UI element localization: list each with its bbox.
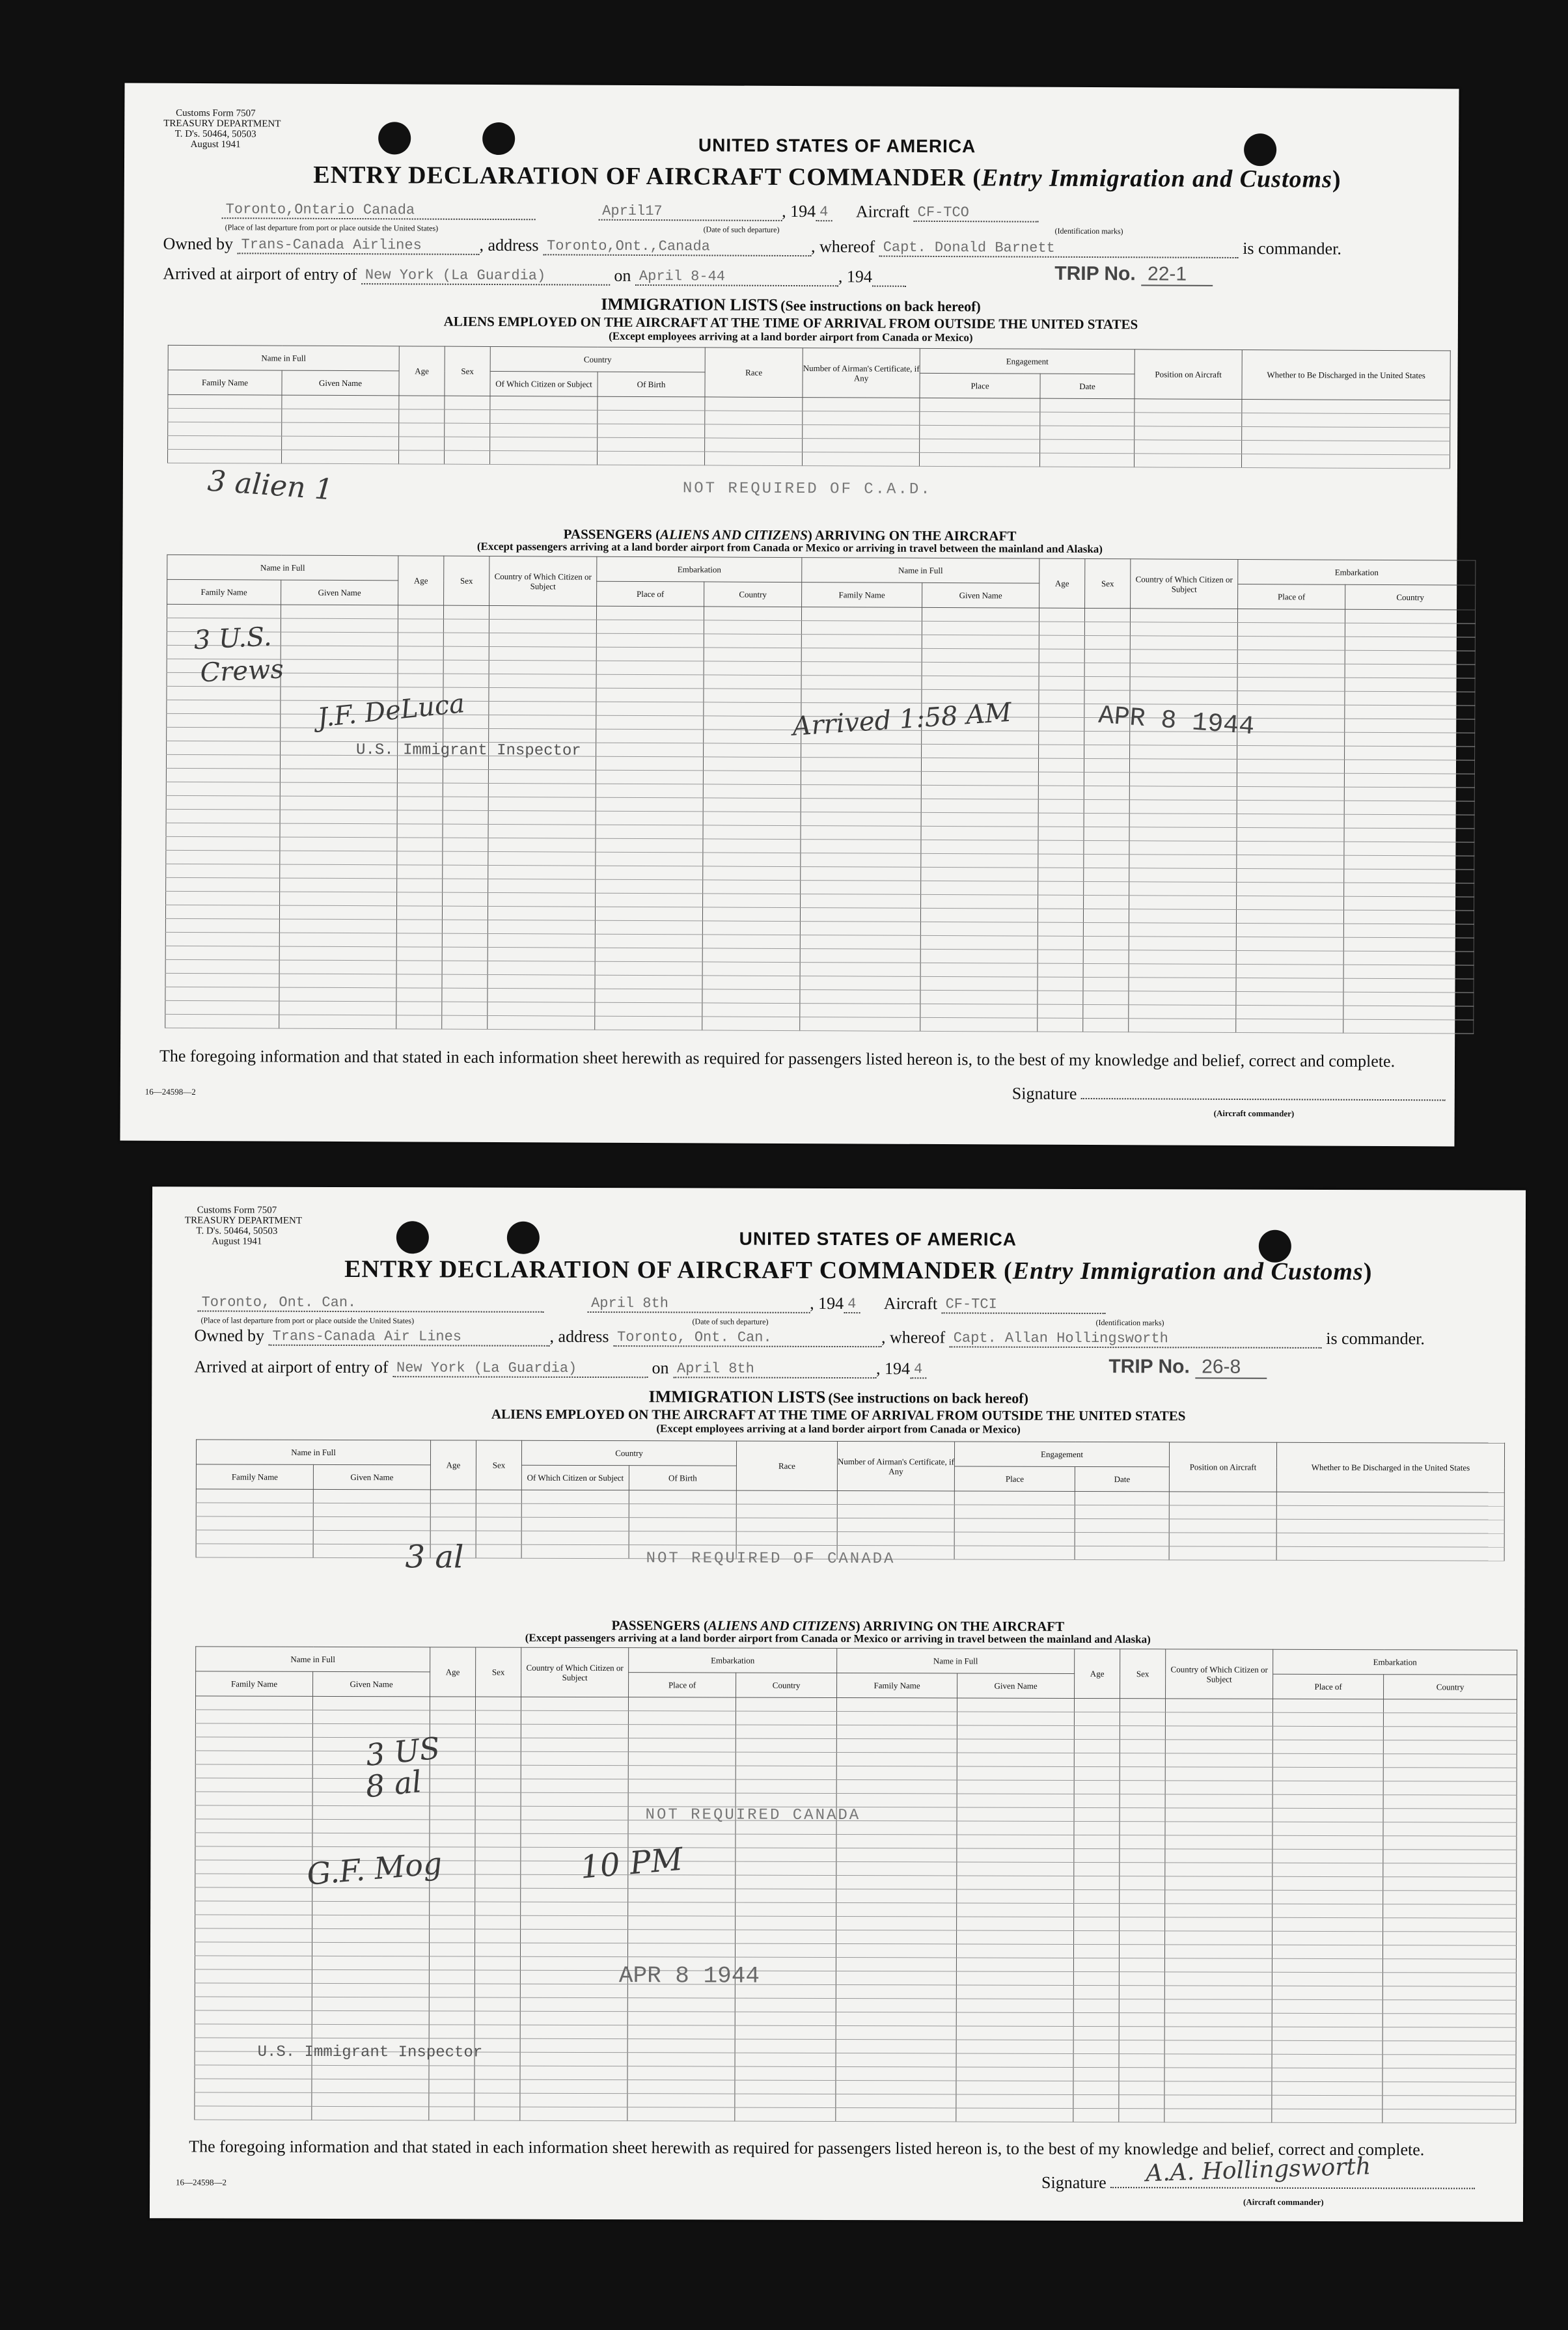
owner-field: Trans-Canada Air Lines [269, 1328, 550, 1347]
form-title: ENTRY DECLARATION OF AIRCRAFT COMMANDER (Entry Immigration and Customs) [313, 161, 1341, 193]
col-country-of-2: Country of Which Citizen or Subject [1166, 1649, 1273, 1699]
aliens-not-required-stamp: NOT REQUIRED OF C.A.D. [682, 480, 932, 499]
owner-line: Owned by Trans-Canada Air Lines , address Toronto, Ont. Can. , whereof Capt. Allan Hollingsworth is commander. [194, 1326, 1425, 1349]
aliens-table [167, 345, 1451, 469]
col-position: Position on Aircraft [1169, 1442, 1276, 1492]
treasury-decisions: T. D's. 50464, 50503 [196, 1226, 278, 1237]
departure-place-caption: (Place of last departure from port or place outside the United States) [200, 1315, 415, 1326]
col-discharged: Whether to Be Discharged in the United States [1276, 1442, 1504, 1492]
col-date: Date [1040, 374, 1135, 399]
departure-place-caption: (Place of last departure from port or place outside the United States) [225, 223, 439, 233]
aircraft-marks-field: CF-TCI [942, 1296, 1106, 1314]
col-country: Country [521, 1440, 736, 1466]
year-field-2: 4 [910, 1361, 926, 1378]
col-age: Age [399, 346, 445, 396]
col-certificate: Number of Airman's Certificate, if Any [803, 348, 920, 398]
passengers-table [165, 555, 1476, 1034]
col-embarkation-2: Embarkation [1273, 1649, 1517, 1675]
form-code: 16—24598—2 [144, 1086, 196, 1097]
date-stamp: APR 8 1944 [618, 1962, 760, 1990]
year-field: 4 [844, 1296, 860, 1313]
commander-field: Capt. Donald Barnett [879, 240, 1239, 258]
passenger-rows [165, 604, 1476, 1034]
passengers-note: (Except passengers arriving at a land border airport from Canada or Mexico or arriving in travel between the mainland and Alaska) [476, 540, 1103, 556]
passengers-note: (Except passengers arriving at a land border airport from Canada or Mexico or arriving in travel between the mainland and Alaska) [525, 1631, 1151, 1646]
year-field: 4 [816, 204, 832, 221]
col-place: Place [954, 1466, 1075, 1491]
passenger-row [195, 2106, 1516, 2123]
col-engagement: Engagement [920, 348, 1135, 374]
departure-date-field: April17 [598, 203, 782, 221]
col-engagement: Engagement [954, 1442, 1169, 1467]
col-race: Race [705, 348, 803, 398]
aliens-heading: ALIENS EMPLOYED ON THE AIRCRAFT AT THE TIME OF ARRIVAL FROM OUTSIDE THE UNITED STATES [443, 313, 1138, 333]
col-age-2: Age [1039, 558, 1085, 608]
arrival-line: Arrived at airport of entry of New York (La Guardia) on April 8-44 , 194 [163, 264, 906, 287]
col-sex: Sex [445, 346, 490, 396]
col-family-name: Family Name [168, 370, 282, 395]
col-name-in-full: Name in Full [196, 1440, 430, 1465]
form-code: 16—24598—2 [176, 2177, 227, 2187]
identification-caption: (Identification marks) [1054, 226, 1123, 236]
arrival-airport-field: New York (La Guardia) [392, 1360, 648, 1378]
col-age-2: Age [1075, 1649, 1120, 1698]
inspector-stamp: U.S. Immigrant Inspector [356, 741, 581, 760]
col-age: Age [430, 1440, 476, 1490]
immigration-lists-heading: IMMIGRATION LISTS (See instructions on back hereof) [648, 1387, 1028, 1406]
col-embarkation: Embarkation [597, 556, 802, 582]
col-name-in-full: Name in Full [196, 1647, 430, 1672]
form-title: ENTRY DECLARATION OF AIRCRAFT COMMANDER (Entry Immigration and Customs) [344, 1255, 1373, 1286]
arrival-time-handwritten: 10 PM [579, 1841, 685, 1886]
date-stamp: APR 8 1944 [1097, 701, 1256, 743]
col-of-birth: Of Birth [629, 1466, 736, 1490]
col-family-name: Family Name [196, 1671, 313, 1696]
arrival-date-field: April 8-44 [635, 268, 838, 286]
col-age: Age [430, 1647, 476, 1697]
entry-declaration-form-2 [150, 1186, 1526, 2222]
col-country-of: Country of Which Citizen or Subject [521, 1647, 629, 1697]
col-embarkation: Embarkation [629, 1648, 837, 1673]
col-age: Age [398, 556, 444, 605]
inspector-signature: J.F. DeLuca [316, 689, 467, 733]
col-given-name: Given Name [313, 1671, 430, 1696]
col-given-name-2: Given Name [957, 1673, 1075, 1698]
col-given-name-2: Given Name [922, 582, 1039, 608]
address-field: Toronto,Ont.,Canada [543, 238, 811, 256]
departure-date-field: April 8th [587, 1295, 810, 1313]
certification-text: The foregoing information and that stated in each information sheet herewith as required for passengers listed hereon is, to the best of my knowledge and belief, correct and complete. [159, 1046, 1396, 1071]
col-place: Place [920, 373, 1040, 398]
department: TREASURY DEPARTMENT [163, 118, 281, 130]
col-sex-2: Sex [1120, 1649, 1166, 1699]
passengers-not-required-stamp: NOT REQUIRED CANADA [645, 1806, 861, 1825]
col-country: Country [736, 1673, 837, 1697]
col-sex-2: Sex [1085, 558, 1131, 608]
departure-date-caption: (Date of such departure) [692, 1317, 769, 1326]
col-given-name: Given Name [282, 370, 399, 396]
trip-number: TRIP No. 22-1 [1054, 263, 1213, 286]
col-name-in-full-2: Name in Full [837, 1648, 1075, 1673]
aliens-note: (Except employees arriving at a land border airport from Canada or Mexico) [656, 1422, 1021, 1436]
departure-line: Toronto, Ont. Can. April 8th , 194 4 Aircraft CF-TCI [198, 1292, 1106, 1314]
certification-text: The foregoing information and that stated in each information sheet herewith as required for passengers listed hereon is, to the best of my knowledge and belief, correct and complete. [189, 2137, 1425, 2159]
col-name-in-full-2: Name in Full [802, 558, 1039, 584]
customs-form-number: Customs Form 7507 [176, 107, 256, 119]
departure-place-field: Toronto, Ont. Can. [198, 1294, 544, 1312]
col-citizen-of: Of Which Citizen or Subject [521, 1465, 629, 1490]
col-country: Country [704, 582, 802, 607]
departure-line: Toronto,Ontario Canada April17 , 194 4 Aircraft CF-TCO [222, 199, 1039, 222]
signature-caption: (Aircraft commander) [1213, 1108, 1295, 1119]
aircraft-label: Aircraft [855, 202, 910, 221]
aircraft-marks-field: CF-TCO [914, 204, 1039, 223]
signature-line: Signature [1012, 1084, 1446, 1105]
owner-field: Trans-Canada Airlines [238, 236, 480, 255]
col-position: Position on Aircraft [1135, 350, 1242, 400]
col-family-name-2: Family Name [837, 1673, 957, 1697]
passengers-handwritten-crews: Crews [199, 654, 284, 689]
commander-signature: A.A. Hollingsworth [1145, 2153, 1371, 2187]
address-field: Toronto, Ont. Can. [613, 1329, 881, 1347]
passengers-handwritten-aliens: 8 al [364, 1763, 424, 1805]
identification-caption: (Identification marks) [1095, 1318, 1164, 1328]
customs-form-number: Customs Form 7507 [197, 1205, 277, 1216]
aliens-not-required-stamp: NOT REQUIRED OF CANADA [646, 1550, 896, 1569]
col-discharged: Whether to Be Discharged in the United States [1242, 350, 1450, 400]
col-country-2: Country [1384, 1675, 1517, 1700]
arrival-airport-field: New York (La Guardia) [361, 267, 610, 286]
signature-caption: (Aircraft commander) [1243, 2197, 1324, 2207]
col-sex: Sex [444, 556, 489, 605]
inspector-signature: G.F. Mog [305, 1845, 444, 1892]
signature-line: Signature [1041, 2173, 1475, 2194]
col-given-name: Given Name [281, 580, 398, 605]
col-country-2: Country [1345, 584, 1476, 610]
col-country: Country [490, 346, 705, 372]
col-place-of-2: Place of [1273, 1674, 1384, 1699]
col-family-name: Family Name [167, 579, 281, 605]
inspector-stamp: U.S. Immigrant Inspector [257, 2043, 483, 2062]
commander-field: Capt. Allan Hollingsworth [950, 1330, 1322, 1348]
col-place-of-2: Place of [1238, 584, 1345, 610]
trip-number: TRIP No. 26-8 [1108, 1356, 1267, 1378]
col-name-in-full: Name in Full [168, 345, 399, 371]
department: TREASURY DEPARTMENT [184, 1215, 303, 1226]
passengers-handwritten-count: 3 US [364, 1730, 442, 1773]
form-date: August 1941 [212, 1236, 262, 1247]
col-certificate: Number of Airman's Certificate, if Any [837, 1441, 954, 1490]
owner-line: Owned by Trans-Canada Airlines , address Toronto,Ont.,Canada , whereof Capt. Donald Barnett is commander. [163, 234, 1341, 258]
col-family-name-2: Family Name [802, 582, 922, 608]
aliens-handwritten-note: 3 alien 1 [206, 464, 335, 507]
col-name-in-full: Name in Full [167, 555, 398, 581]
aliens-table [196, 1439, 1506, 1561]
col-embarkation-2: Embarkation [1238, 560, 1476, 586]
col-citizen-of: Of Which Citizen or Subject [490, 371, 598, 396]
col-family-name: Family Name [196, 1464, 313, 1489]
col-given-name: Given Name [313, 1464, 430, 1489]
country-heading: UNITED STATES OF AMERICA [739, 1228, 1017, 1250]
col-place-of: Place of [629, 1673, 736, 1697]
aliens-handwritten-note: 3 al [405, 1539, 464, 1576]
aliens-note: (Except employees arriving at a land border airport from Canada or Mexico) [609, 329, 973, 344]
country-heading: UNITED STATES OF AMERICA [698, 135, 976, 157]
arrival-time-handwritten: Arrived 1:58 AM [791, 697, 1013, 742]
aircraft-label: Aircraft [883, 1294, 938, 1313]
col-place-of: Place of [597, 581, 704, 607]
arrival-date-field: April 8th [673, 1360, 876, 1378]
passengers-handwritten-count: 3 U.S. [193, 622, 273, 656]
treasury-decisions: T. D's. 50464, 50503 [174, 128, 256, 140]
col-country-of: Country of Which Citizen or Subject [489, 556, 597, 606]
arrival-line: Arrived at airport of entry of New York (La Guardia) on April 8th , 194 4 [194, 1357, 926, 1378]
col-country-of-2: Country of Which Citizen or Subject [1131, 559, 1238, 609]
col-of-birth: Of Birth [598, 372, 705, 397]
departure-date-caption: (Date of such departure) [703, 225, 780, 234]
immigration-lists-heading: IMMIGRATION LISTS (See instructions on back hereof) [601, 294, 981, 315]
entry-declaration-form-1 [120, 83, 1459, 1147]
aliens-heading: ALIENS EMPLOYED ON THE AIRCRAFT AT THE TIME OF ARRIVAL FROM OUTSIDE THE UNITED STATES [491, 1406, 1186, 1424]
col-race: Race [736, 1441, 837, 1490]
col-date: Date [1075, 1466, 1169, 1491]
passengers-heading: PASSENGERS (ALIENS AND CITIZENS) ARRIVING ON THE AIRCRAFT [611, 1617, 1065, 1634]
col-sex: Sex [476, 1647, 521, 1697]
passengers-heading: PASSENGERS (ALIENS AND CITIZENS) ARRIVING ON THE AIRCRAFT [563, 526, 1017, 544]
departure-place-field: Toronto,Ontario Canada [222, 201, 536, 220]
col-sex: Sex [476, 1440, 521, 1490]
form-date: August 1941 [190, 139, 241, 150]
